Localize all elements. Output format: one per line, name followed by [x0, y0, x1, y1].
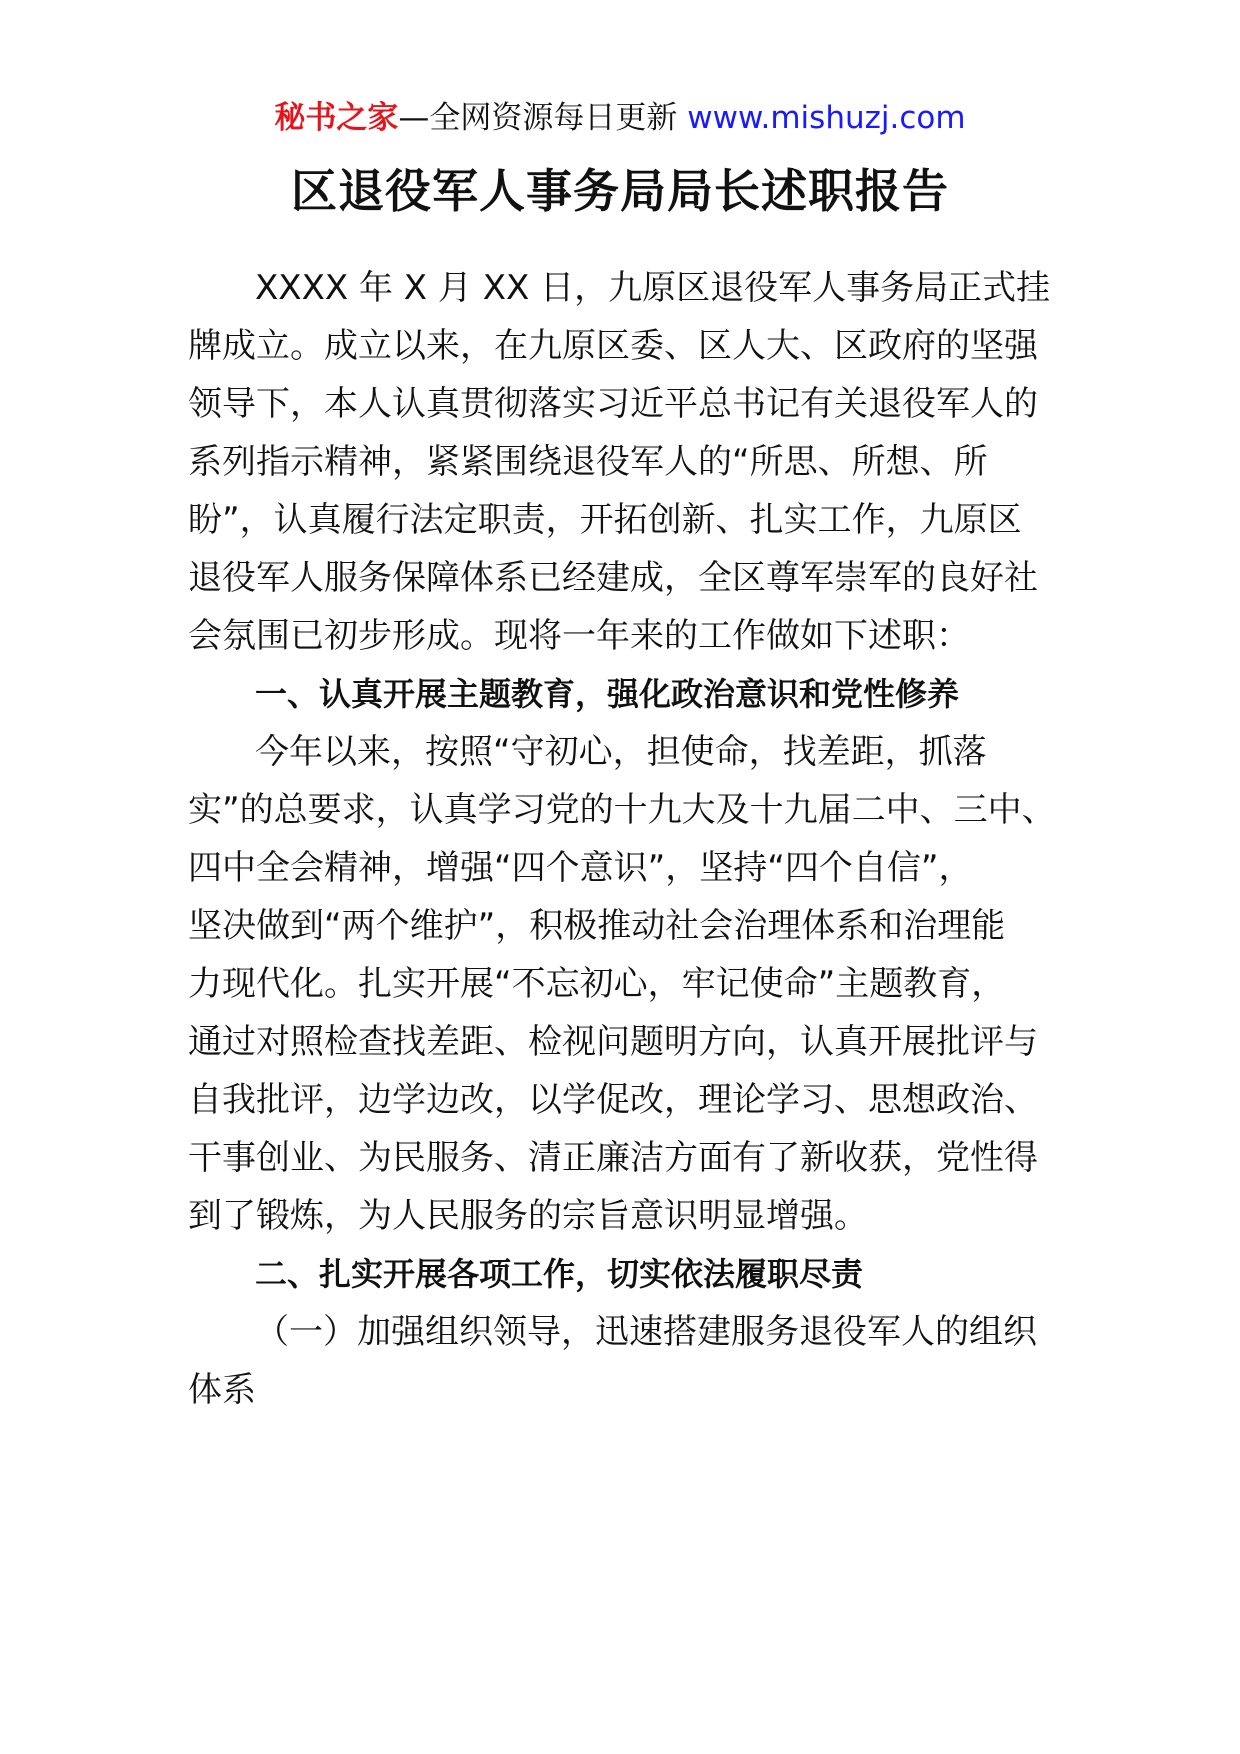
brand-name: 秘书之家 — [274, 100, 399, 136]
paragraph-line: 会氛围已初步形成。现将一年来的工作做如下述职： — [188, 616, 970, 656]
paragraph-line: 退役军人服务保障体系已经建成，全区尊军崇军的良好社 — [188, 558, 1038, 598]
paragraph-line: 干事创业、为民服务、清正廉洁方面有了新收获，党性得 — [188, 1138, 1038, 1178]
paragraph-line: 领导下，本人认真贯彻落实习近平总书记有关退役军人的 — [188, 384, 1038, 424]
paragraph-line: 通过对照检查找差距、检视问题明方向，认真开展批评与 — [188, 1022, 1038, 1062]
section-heading: 二、扎实开展各项工作，切实依法履职尽责 — [255, 1255, 864, 1293]
paragraph-line: 自我批评，边学边改，以学促改，理论学习、思想政治、 — [188, 1080, 1038, 1120]
paragraph-line: 盼”，认真履行法定职责，开拓创新、扎实工作，九原区 — [188, 500, 1022, 540]
paragraph-line: 实”的总要求，认真学习党的十九大及十九届二中、三中、 — [188, 790, 1056, 830]
paragraph-line: 力现代化。扎实开展“不忘初心，牢记使命”主题教育， — [188, 964, 1006, 1004]
subsection-line: 体系 — [188, 1370, 256, 1410]
paragraph-line: 系列指示精神，紧紧围绕退役军人的“所思、所想、所 — [188, 442, 988, 482]
paragraph-line: 坚决做到“两个维护”，积极推动社会治理体系和治理能 — [188, 906, 1006, 946]
paragraph-line: 牌成立。成立以来，在九原区委、区人大、区政府的坚强 — [188, 326, 1038, 366]
site-url-link[interactable]: www.mishuzj.com — [687, 100, 966, 136]
site-header — [0, 96, 1240, 140]
paragraph-line: 到了锻炼，为人民服务的宗旨意识明显增强。 — [188, 1196, 868, 1236]
paragraph-line: XXXX 年 X 月 XX 日，九原区退役军人事务局正式挂 — [255, 268, 1051, 308]
subsection-line: （一）加强组织领导，迅速搭建服务退役军人的组织 — [255, 1312, 1037, 1352]
header-slogan: —全网资源每日更新 — [398, 100, 688, 136]
section-heading: 一、认真开展主题教育，强化政治意识和党性修养 — [255, 675, 960, 713]
document-title: 区退役军人事务局局长述职报告 — [291, 164, 949, 218]
paragraph-line: 今年以来，按照“守初心，担使命，找差距，抓落 — [255, 732, 987, 772]
paragraph-line: 四中全会精神，增强“四个意识”，坚持“四个自信”， — [188, 848, 973, 888]
